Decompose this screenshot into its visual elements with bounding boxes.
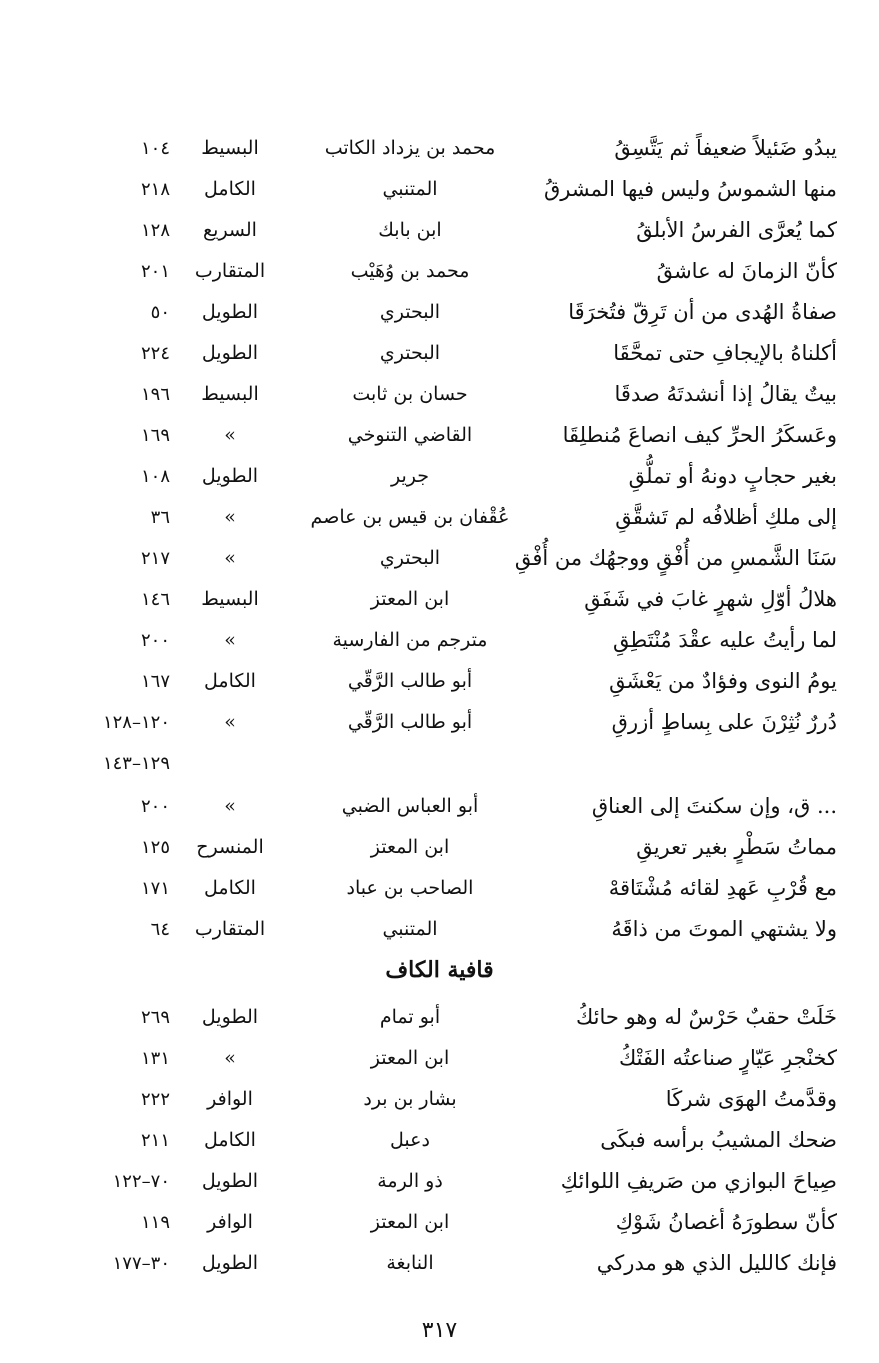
- index-row: [0, 997, 879, 1038]
- poet-name: أبو طالب الرَّقّي: [347, 711, 473, 733]
- index-row: [0, 497, 879, 538]
- index-row: [0, 128, 879, 169]
- meter-name: الكامل: [204, 1129, 256, 1151]
- index-row: [0, 1161, 879, 1202]
- verse-text: كما يُعرَّى الفرسُ الأبلقُ: [636, 218, 837, 242]
- index-row: [0, 1120, 879, 1161]
- poet-name: عُقْفان بن قيس بن عاصم: [310, 506, 510, 528]
- poet-name: أبو العباس الضبي: [341, 795, 479, 817]
- index-row: [0, 786, 879, 827]
- meter-name: البسيط: [201, 588, 259, 610]
- index-row: [0, 620, 879, 661]
- page-refs: ٢٦٩: [140, 1007, 170, 1028]
- poet-name: محمد بن يزداد الكاتب: [324, 137, 496, 159]
- verse-text: ضحك المشيبُ برأسه فبكَى: [600, 1128, 837, 1152]
- meter-name: الطويل: [201, 342, 259, 364]
- meter-name: الكامل: [204, 178, 256, 200]
- poet-name: أبو طالب الرَّقّي: [347, 670, 473, 692]
- page-refs: ١٣١: [140, 1048, 170, 1069]
- page-refs: ١٦٧: [140, 671, 170, 692]
- verse-text: فإنك كالليل الذي هو مدركي: [596, 1251, 837, 1275]
- poet-name: بشار بن برد: [363, 1088, 457, 1110]
- meter-name: الوافر: [207, 1088, 253, 1110]
- section-heading: [0, 950, 879, 991]
- page-refs: ٢١١: [140, 1130, 170, 1151]
- page-refs: ١٢٨: [140, 220, 170, 241]
- meter-name: البسيط: [201, 383, 259, 405]
- page-refs: ٥٠: [150, 302, 170, 323]
- index-row: [0, 251, 879, 292]
- poet-name: محمد بن وُهَيْب: [350, 260, 470, 282]
- meter-name: »: [224, 795, 236, 817]
- meter-name: »: [224, 547, 236, 569]
- poet-name: جرير: [391, 465, 429, 487]
- meter-name: الكامل: [204, 670, 256, 692]
- meter-name: الوافر: [207, 1211, 253, 1233]
- verse-text: إلى ملكِ أظلافُه لم تَشقَّقِ: [615, 505, 837, 529]
- index-row: [0, 1202, 879, 1243]
- meter-name: الطويل: [201, 1006, 259, 1028]
- poet-name: البحتري: [379, 342, 441, 364]
- poet-name: القاضي التنوخي: [347, 424, 473, 446]
- poet-name: ابن المعتز: [370, 588, 450, 610]
- page-refs: ١٢٩–١٤٣: [102, 753, 170, 774]
- meter-name: المنسرح: [196, 836, 264, 858]
- page-refs: ١٠٨: [140, 466, 170, 487]
- verse-text: يومُ النوى وفؤادٌ من يَعْشَقِ: [609, 669, 837, 693]
- meter-name: الكامل: [204, 877, 256, 899]
- poet-name: النابغة: [386, 1252, 434, 1274]
- index-row: [0, 415, 879, 456]
- meter-name: البسيط: [201, 137, 259, 159]
- index-row: [0, 579, 879, 620]
- page-refs: ٣٦: [150, 507, 170, 528]
- index-row: [0, 661, 879, 702]
- verse-text: خَلَتْ حقبٌ حَرْسٌ له وهو حائكُ: [575, 1005, 837, 1029]
- page-refs: ٧٠–١٢٢: [112, 1171, 170, 1192]
- verse-text: كأنّ الزمانَ له عاشقُ: [656, 259, 837, 283]
- poet-name: البحتري: [379, 547, 441, 569]
- page-refs: ٢٠٠: [140, 796, 170, 817]
- meter-name: الطويل: [201, 1170, 259, 1192]
- meter-name: الطويل: [201, 301, 259, 323]
- verse-text: مماتُ سَطْرٍ بغير تعريقِ: [636, 835, 837, 859]
- index-row: [0, 210, 879, 251]
- verse-text: أكلناهُ بالإيجافِ حتى تمحَّقَا: [613, 341, 837, 365]
- page-refs: ٢٢٢: [140, 1089, 170, 1110]
- verse-text: صِياحَ البوازي من صَريفِ اللوائكِ: [560, 1169, 837, 1193]
- verse-text: منها الشموسُ وليس فيها المشرقُ: [543, 177, 837, 201]
- verse-text: بيتٌ يقالُ إذا أنشدتَهُ صدقَا: [614, 382, 837, 406]
- verse-text: وعَسكَرُ الحرِّ كيف انصاعَ مُنطلِقَا: [562, 423, 837, 447]
- poet-name: أبو تمام: [379, 1006, 441, 1028]
- page-refs: ١٢٥: [140, 837, 170, 858]
- page-refs: ١٧١: [140, 878, 170, 899]
- index-row: [0, 1038, 879, 1079]
- poet-name: ذو الرمة: [377, 1170, 443, 1192]
- page-refs: ١٠٤: [140, 138, 170, 159]
- verse-text: كأنّ سطورَهُ أغصانُ شَوْكِ: [615, 1210, 837, 1234]
- index-row: [0, 909, 879, 950]
- index-row: [0, 702, 879, 743]
- meter-name: »: [224, 711, 236, 733]
- verse-text: ولا يشتهي الموتَ من ذاقَهُ: [611, 917, 837, 941]
- index-row: [0, 1079, 879, 1120]
- page-refs: ١٩٦: [140, 384, 170, 405]
- index-row: [0, 1243, 879, 1284]
- index-row: [0, 827, 879, 868]
- meter-name: الطويل: [201, 465, 259, 487]
- poet-name: مترجم من الفارسية: [332, 629, 488, 651]
- meter-name: المتقارب: [194, 918, 266, 940]
- page-refs: ٢٠٠: [140, 630, 170, 651]
- index-row-continuation: [0, 743, 879, 780]
- rhyme-heading: قافية الكاف: [385, 957, 494, 983]
- index-row: [0, 538, 879, 579]
- meter-name: »: [224, 424, 236, 446]
- page-refs: ٢١٧: [140, 548, 170, 569]
- verse-text: وقدَّمتُ الهوَى شركَا: [665, 1087, 837, 1111]
- verse-text: هلالُ أوّلِ شهرٍ غابَ في شَفَقِ: [584, 587, 837, 611]
- index-row: [0, 169, 879, 210]
- page-refs: ١٦٩: [140, 425, 170, 446]
- index-row: [0, 292, 879, 333]
- page-refs: ١٢٠–١٢٨: [102, 712, 170, 733]
- page-refs: ١١٩: [140, 1212, 170, 1233]
- poet-name: ابن المعتز: [370, 1211, 450, 1233]
- index-row: [0, 868, 879, 909]
- poet-name: ابن المعتز: [370, 1047, 450, 1069]
- verse-text: ... ق، وإن سكنتَ إلى العناقِ: [591, 794, 837, 818]
- meter-name: السريع: [203, 219, 257, 241]
- poet-name: المتنبي: [382, 178, 438, 200]
- page-refs: ٣٠–١٧٧: [112, 1253, 170, 1274]
- meter-name: »: [224, 506, 236, 528]
- page-refs: ٦٤: [150, 919, 170, 940]
- verse-text: سَنَا الشَّمسِ من أُفْقٍ ووجهُك من أُفْقِ: [514, 546, 837, 570]
- page-refs: ٢٢٤: [140, 343, 170, 364]
- page-refs: ٢١٨: [140, 179, 170, 200]
- page-number: ٣١٧: [421, 1318, 458, 1343]
- verse-text: يبدُو ضَئيلاً ضعيفاً ثم يَتَّسِقُ: [614, 136, 837, 160]
- poet-name: دعبل: [390, 1129, 430, 1151]
- index-row: [0, 333, 879, 374]
- verse-text: دُررٌ نُثِرْنَ على بِساطٍ أزرقِ: [611, 710, 837, 734]
- index-row: [0, 374, 879, 415]
- meter-name: »: [224, 1047, 236, 1069]
- poet-name: ابن المعتز: [370, 836, 450, 858]
- poet-name: الصاحب بن عباد: [346, 877, 474, 899]
- poet-name: البحتري: [379, 301, 441, 323]
- verse-text: لما رأيتُ عليه عقْدَ مُنْتَطِقِ: [613, 628, 837, 652]
- poet-name: حسان بن ثابت: [352, 383, 468, 405]
- verse-text: بغير حجابٍ دونهُ أو تملُّقِ: [628, 464, 837, 488]
- verse-text: صفاةُ الهُدى من أن تَرِقّ فتُخرَقَا: [568, 300, 837, 324]
- poet-name: ابن بابك: [378, 219, 442, 241]
- verse-index-table: [0, 128, 879, 1284]
- index-row: [0, 456, 879, 497]
- meter-name: المتقارب: [194, 260, 266, 282]
- page-refs: ٢٠١: [140, 261, 170, 282]
- meter-name: الطويل: [201, 1252, 259, 1274]
- page-refs: ١٤٦: [140, 589, 170, 610]
- verse-text: كخنْجرِ عَيّارٍ صناعتُه الفَتْكُ: [618, 1046, 837, 1070]
- poet-name: المتنبي: [382, 918, 438, 940]
- meter-name: »: [224, 629, 236, 651]
- verse-text: مع قُرْبِ عَهدِ لقائه مُشْتَاقهْ: [608, 876, 837, 900]
